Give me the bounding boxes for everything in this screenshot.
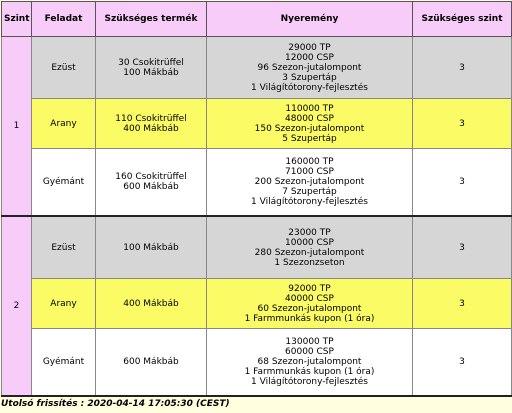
header-feladat: Feladat [32,2,96,37]
nyeremeny-cell [207,37,413,99]
nyeremeny-line: 29000 TP [288,42,331,53]
termek-line: 100 Mákbáb [123,242,179,253]
nyeremeny-line: 68 Szezon-jutalompont [257,357,362,367]
nyeremeny-line: 1 Farmmunkás kupon (1 óra) [244,313,375,324]
termek-cell [96,149,207,217]
feladat-cell: Arany [32,99,96,149]
nyeremeny-line: 280 Szezon-jutalompont [254,247,365,258]
termek-line: 400 Mákbáb [123,123,179,134]
nyeremeny-line: 1 Világítótorony-fejlesztés [251,377,368,387]
nyeremeny-line: 60 Szezon-jutalompont [257,303,362,314]
szint-req-cell: 3 [413,279,512,329]
table-row [2,216,512,279]
nyeremeny-cell [207,329,413,397]
nyeremeny-line: 7 Szupertáp [282,187,337,197]
termek-cell [96,279,207,329]
szint-req-cell: 3 [413,37,512,99]
szint-cell: 1 [2,37,32,217]
nyeremeny-line: 150 Szezon-jutalompont [254,123,365,134]
last-updated: Utolsó frissítés : 2020-04-14 17:05:30 (CEST) [1,399,230,409]
table-row [2,329,512,397]
szint-req-cell: 3 [413,329,512,397]
header-szint: Szint [2,2,32,37]
table-row [2,149,512,217]
nyeremeny-line: 130000 TP [285,337,334,347]
nyeremeny-cell [207,99,413,149]
nyeremeny-line: 60000 CSP [285,347,334,357]
termek-line: 30 Csokitrüffel [118,57,184,68]
header-row [2,2,512,37]
nyeremeny-line: 40000 CSP [285,293,334,304]
nyeremeny-cell [207,149,413,217]
nyeremeny-line: 1 Világítótorony-fejlesztés [251,197,368,207]
nyeremeny-cell [207,279,413,329]
table-row [2,99,512,149]
szint-req-cell: 3 [413,99,512,149]
table-row [2,279,512,329]
nyeremeny-line: 10000 CSP [285,237,334,248]
feladat-cell: Gyémánt [32,329,96,397]
termek-line: 600 Mákbáb [123,357,179,367]
nyeremeny-line: 12000 CSP [285,52,334,63]
nyeremeny-line: 96 Szezon-jutalompont [257,62,362,73]
nyeremeny-line: 110000 TP [285,103,334,114]
nyeremeny-line: 200 Szezon-jutalompont [254,177,365,187]
termek-cell [96,99,207,149]
nyeremeny-line: 1 Világítótorony-fejlesztés [251,82,368,93]
feladat-cell: Gyémánt [32,149,96,217]
rewards-table [1,1,512,397]
termek-cell [96,216,207,279]
feladat-cell: Ezüst [32,216,96,279]
nyeremeny-line: 5 Szupertáp [282,133,337,144]
table-body [2,37,512,397]
feladat-cell: Arany [32,279,96,329]
feladat-cell: Ezüst [32,37,96,99]
szint-cell: 2 [2,216,32,396]
nyeremeny-line: 160000 TP [285,157,334,167]
termek-line: 400 Mákbáb [123,298,179,309]
table-row [2,37,512,99]
termek-cell [96,37,207,99]
nyeremeny-line: 23000 TP [288,227,331,238]
termek-line: 160 Csokitrüffel [115,172,187,182]
nyeremeny-line: 48000 CSP [285,113,334,124]
szint-req-cell: 3 [413,216,512,279]
termek-line: 110 Csokitrüffel [115,113,187,124]
termek-cell [96,329,207,397]
nyeremeny-line: 71000 CSP [285,167,334,177]
nyeremeny-line: 3 Szupertáp [282,72,337,83]
header-termek: Szükséges termék [96,2,207,37]
termek-line: 600 Mákbáb [123,182,179,192]
nyeremeny-line: 92000 TP [288,283,331,294]
nyeremeny-cell [207,216,413,279]
header-nyeremeny: Nyeremény [207,2,413,37]
szint-req-cell: 3 [413,149,512,217]
header-szint-req: Szükséges szint [413,2,512,37]
termek-line: 100 Mákbáb [123,67,179,78]
nyeremeny-line: 1 Szezonzseton [274,257,345,268]
nyeremeny-line: 1 Farmmunkás kupon (1 óra) [244,367,375,377]
